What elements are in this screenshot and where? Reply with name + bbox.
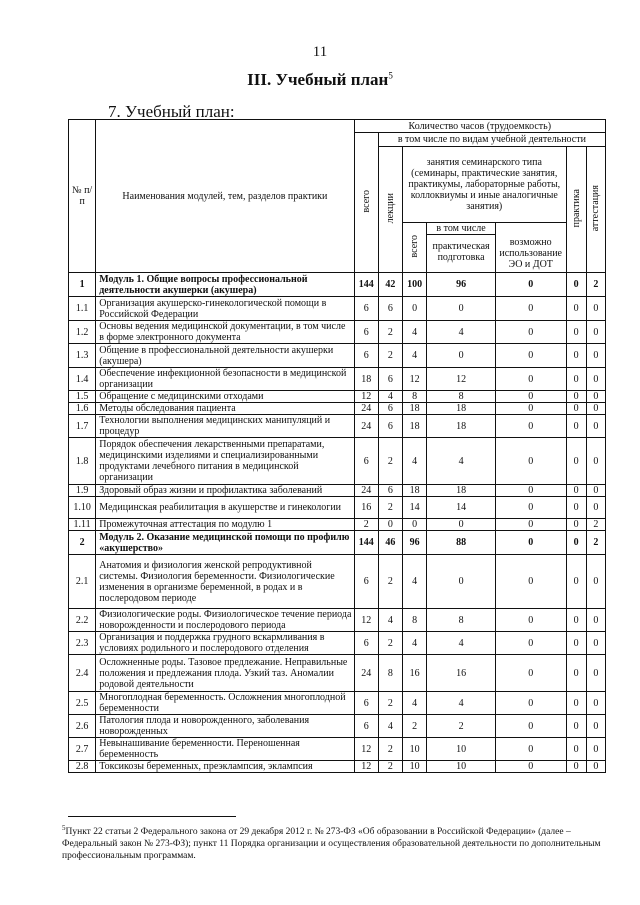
cell-sem-total: 14 (403, 497, 427, 519)
header-eo-dot: возможно использование ЭО и ДОТ (495, 223, 566, 273)
cell-num: 1.8 (69, 438, 96, 485)
cell-attestation: 0 (586, 391, 605, 403)
cell-practice: 0 (566, 297, 586, 321)
cell-total: 18 (354, 368, 378, 391)
table-row (69, 297, 606, 321)
cell-sem-total: 18 (403, 403, 427, 415)
cell-attestation: 0 (586, 738, 605, 761)
cell-sem-total: 10 (403, 761, 427, 773)
table-row (69, 632, 606, 655)
cell-practice: 0 (566, 391, 586, 403)
header-practice-text: практика (570, 188, 582, 228)
cell-eo-dot: 0 (495, 692, 566, 715)
cell-practice: 0 (566, 485, 586, 497)
header-attestation-text: аттестация (590, 184, 602, 232)
cell-attestation: 0 (586, 497, 605, 519)
cell-attestation: 0 (586, 761, 605, 773)
cell-total: 24 (354, 485, 378, 497)
cell-practice: 0 (566, 344, 586, 368)
cell-lectures: 6 (378, 403, 402, 415)
cell-name: Модуль 2. Оказание медицинской помощи по профилю «акушерство» (96, 531, 354, 555)
cell-sem-total: 0 (403, 297, 427, 321)
cell-practical: 96 (427, 273, 496, 297)
table-row (69, 655, 606, 692)
cell-eo-dot: 0 (495, 761, 566, 773)
cell-total: 24 (354, 655, 378, 692)
cell-eo-dot: 0 (495, 497, 566, 519)
table-row (69, 761, 606, 773)
cell-total: 144 (354, 273, 378, 297)
header-name: Наименования модулей, тем, разделов практики (96, 120, 354, 273)
cell-sem-total: 4 (403, 632, 427, 655)
cell-lectures: 2 (378, 692, 402, 715)
cell-total: 16 (354, 497, 378, 519)
cell-name: Невынашивание беременности. Переношенная беременность (96, 738, 354, 761)
cell-practical: 88 (427, 531, 496, 555)
cell-practical: 4 (427, 692, 496, 715)
cell-name: Обеспечение инфекционной безопасности в медицинской организации (96, 368, 354, 391)
header-num: № п/п (69, 120, 96, 273)
cell-total: 6 (354, 297, 378, 321)
cell-name: Медицинская реабилитация в акушерстве и гинекологии (96, 497, 354, 519)
cell-name: Технологии выполнения медицинских манипуляций и процедур (96, 415, 354, 438)
cell-lectures: 6 (378, 485, 402, 497)
cell-lectures: 6 (378, 297, 402, 321)
cell-eo-dot: 0 (495, 438, 566, 485)
table-row (69, 715, 606, 738)
cell-num: 1.6 (69, 403, 96, 415)
cell-total: 6 (354, 555, 378, 609)
cell-practice: 0 (566, 531, 586, 555)
cell-lectures: 2 (378, 632, 402, 655)
cell-eo-dot: 0 (495, 738, 566, 761)
cell-attestation: 0 (586, 403, 605, 415)
cell-lectures: 2 (378, 497, 402, 519)
cell-total: 6 (354, 344, 378, 368)
cell-sem-total: 4 (403, 438, 427, 485)
cell-sem-total: 4 (403, 344, 427, 368)
cell-eo-dot: 0 (495, 555, 566, 609)
cell-sem-total: 18 (403, 485, 427, 497)
cell-sem-total: 18 (403, 415, 427, 438)
cell-practice: 0 (566, 715, 586, 738)
module-row (69, 273, 606, 297)
table-row (69, 555, 606, 609)
header-hours-total: Количество часов (трудоемкость) (354, 120, 605, 133)
cell-eo-dot: 0 (495, 391, 566, 403)
cell-total: 12 (354, 761, 378, 773)
header-attestation (586, 147, 605, 273)
cell-lectures: 4 (378, 609, 402, 632)
cell-attestation: 2 (586, 273, 605, 297)
header-seminars: занятия семинарского типа (семинары, практические занятия, практикумы, лабораторные работы, коллоквиумы и иные аналогичные занятия) (403, 147, 566, 223)
cell-total: 12 (354, 738, 378, 761)
footnote-text: Пункт 22 статьи 2 Федерального закона от 29 декабря 2012 г. № 273-ФЗ «Об образовании в Российской Федерации» (далее – Федеральный закон № 273-ФЗ); пункт 11 Порядка организации и осуществления образовательной деятельности по дополнительным профессиональным программам. (62, 827, 601, 862)
curriculum-table (68, 119, 606, 773)
cell-total: 24 (354, 403, 378, 415)
cell-num: 1.10 (69, 497, 96, 519)
cell-eo-dot: 0 (495, 321, 566, 344)
cell-name: Методы обследования пациента (96, 403, 354, 415)
cell-num: 1.4 (69, 368, 96, 391)
cell-practice: 0 (566, 692, 586, 715)
cell-eo-dot: 0 (495, 485, 566, 497)
cell-attestation: 0 (586, 297, 605, 321)
cell-practice: 0 (566, 438, 586, 485)
cell-total: 6 (354, 438, 378, 485)
cell-total: 12 (354, 391, 378, 403)
cell-total: 12 (354, 609, 378, 632)
cell-practical: 16 (427, 655, 496, 692)
cell-num: 1.11 (69, 519, 96, 531)
header-lectures-text: лекции (384, 192, 396, 224)
cell-lectures: 2 (378, 438, 402, 485)
cell-sem-total: 0 (403, 519, 427, 531)
cell-attestation: 0 (586, 715, 605, 738)
cell-name: Многоплодная беременность. Осложнения многоплодной беременности (96, 692, 354, 715)
cell-eo-dot: 0 (495, 519, 566, 531)
cell-num: 2.4 (69, 655, 96, 692)
cell-lectures: 6 (378, 368, 402, 391)
cell-num: 1.9 (69, 485, 96, 497)
cell-eo-dot: 0 (495, 531, 566, 555)
header-including: в том числе (427, 223, 495, 235)
cell-practice: 0 (566, 497, 586, 519)
cell-total: 144 (354, 531, 378, 555)
cell-num: 1 (69, 273, 96, 297)
cell-practical: 10 (427, 738, 496, 761)
cell-practical: 8 (427, 391, 496, 403)
header-seminar-total (403, 223, 427, 273)
section-title (0, 70, 640, 90)
cell-eo-dot: 0 (495, 368, 566, 391)
cell-practical: 0 (427, 297, 496, 321)
cell-attestation: 0 (586, 344, 605, 368)
cell-num: 1.1 (69, 297, 96, 321)
table-row (69, 391, 606, 403)
cell-num: 2 (69, 531, 96, 555)
cell-lectures: 46 (378, 531, 402, 555)
cell-lectures: 0 (378, 519, 402, 531)
table-row (69, 344, 606, 368)
table-row (69, 609, 606, 632)
cell-num: 1.7 (69, 415, 96, 438)
cell-lectures: 4 (378, 391, 402, 403)
cell-lectures: 2 (378, 761, 402, 773)
footnote-divider (68, 816, 236, 817)
footnote-mark: 5 (388, 70, 393, 81)
cell-num: 1.3 (69, 344, 96, 368)
cell-sem-total: 8 (403, 609, 427, 632)
cell-lectures: 8 (378, 655, 402, 692)
cell-practice: 0 (566, 273, 586, 297)
cell-practical: 18 (427, 485, 496, 497)
cell-attestation: 0 (586, 609, 605, 632)
cell-name: Организация и поддержка грудного вскармливания в условиях родильного и послеродового отделения (96, 632, 354, 655)
header-seminar-total-text: всего (409, 234, 421, 258)
cell-attestation: 0 (586, 655, 605, 692)
table-header (69, 120, 606, 273)
cell-num: 2.3 (69, 632, 96, 655)
cell-name: Токсикозы беременных, преэклампсия, эклампсия (96, 761, 354, 773)
header-including-practical (427, 223, 496, 273)
cell-sem-total: 10 (403, 738, 427, 761)
cell-eo-dot: 0 (495, 655, 566, 692)
cell-num: 2.8 (69, 761, 96, 773)
cell-practice: 0 (566, 415, 586, 438)
cell-practice: 0 (566, 519, 586, 531)
cell-practice: 0 (566, 761, 586, 773)
cell-lectures: 4 (378, 715, 402, 738)
cell-total: 2 (354, 519, 378, 531)
cell-attestation: 2 (586, 531, 605, 555)
cell-sem-total: 2 (403, 715, 427, 738)
cell-sem-total: 8 (403, 391, 427, 403)
table-row (69, 692, 606, 715)
cell-eo-dot: 0 (495, 632, 566, 655)
cell-num: 2.5 (69, 692, 96, 715)
cell-sem-total: 100 (403, 273, 427, 297)
cell-sem-total: 96 (403, 531, 427, 555)
section-title-text: III. Учебный план (247, 70, 389, 89)
footnote-number: 5 (62, 824, 66, 832)
cell-practice: 0 (566, 368, 586, 391)
cell-practical: 18 (427, 403, 496, 415)
cell-name: Обращение с медицинскими отходами (96, 391, 354, 403)
cell-attestation: 0 (586, 555, 605, 609)
cell-sem-total: 4 (403, 692, 427, 715)
cell-name: Основы ведения медицинской документации, в том числе в форме электронного документа (96, 321, 354, 344)
cell-lectures: 2 (378, 321, 402, 344)
table-row (69, 403, 606, 415)
cell-name: Порядок обеспечения лекарственными препаратами, медицинскими изделиями и специализированными продуктами лечебного питания в медицинской организации (96, 438, 354, 485)
cell-eo-dot: 0 (495, 415, 566, 438)
table-row (69, 519, 606, 531)
cell-practical: 2 (427, 715, 496, 738)
cell-practical: 4 (427, 438, 496, 485)
cell-num: 2.1 (69, 555, 96, 609)
cell-practical: 12 (427, 368, 496, 391)
cell-attestation: 0 (586, 368, 605, 391)
cell-practice: 0 (566, 321, 586, 344)
cell-sem-total: 12 (403, 368, 427, 391)
cell-total: 6 (354, 715, 378, 738)
cell-practical: 0 (427, 519, 496, 531)
cell-practical: 8 (427, 609, 496, 632)
cell-name: Промежуточная аттестация по модулю 1 (96, 519, 354, 531)
table-row (69, 368, 606, 391)
cell-practical: 18 (427, 415, 496, 438)
footnote (62, 822, 607, 862)
cell-attestation: 0 (586, 438, 605, 485)
cell-attestation: 0 (586, 485, 605, 497)
cell-total: 6 (354, 321, 378, 344)
table-row (69, 438, 606, 485)
cell-name: Физиологические роды. Физиологическое течение периода новорожденности и послеродового периода (96, 609, 354, 632)
table-row (69, 738, 606, 761)
cell-name: Модуль 1. Общие вопросы профессиональной деятельности акушерки (акушера) (96, 273, 354, 297)
page-number: 11 (312, 44, 328, 60)
cell-practical: 0 (427, 344, 496, 368)
cell-name: Осложненные роды. Тазовое предлежание. Неправильные положения и предлежания плода. Узкий таз. Аномалии родовой деятельности (96, 655, 354, 692)
cell-name: Здоровый образ жизни и профилактика заболеваний (96, 485, 354, 497)
cell-total: 6 (354, 632, 378, 655)
cell-total: 6 (354, 692, 378, 715)
cell-eo-dot: 0 (495, 344, 566, 368)
cell-attestation: 2 (586, 519, 605, 531)
cell-practical: 4 (427, 321, 496, 344)
cell-practical: 14 (427, 497, 496, 519)
subtitle: 7. Учебный план: (108, 102, 235, 121)
cell-eo-dot: 0 (495, 273, 566, 297)
cell-name: Анатомия и физиология женской репродуктивной системы. Физиология беременности. Физиологические изменения в организме беременной, в родах и в послеродовом периоде (96, 555, 354, 609)
cell-num: 1.2 (69, 321, 96, 344)
cell-name: Общение в профессиональной деятельности акушерки (акушера) (96, 344, 354, 368)
cell-attestation: 0 (586, 415, 605, 438)
cell-eo-dot: 0 (495, 609, 566, 632)
cell-sem-total: 4 (403, 321, 427, 344)
header-practical-training: практическая подготовка (432, 241, 490, 263)
cell-num: 2.6 (69, 715, 96, 738)
header-lectures (378, 147, 402, 273)
table-row (69, 485, 606, 497)
cell-attestation: 0 (586, 632, 605, 655)
cell-sem-total: 16 (403, 655, 427, 692)
cell-num: 2.2 (69, 609, 96, 632)
cell-attestation: 0 (586, 692, 605, 715)
cell-sem-total: 4 (403, 555, 427, 609)
cell-num: 2.7 (69, 738, 96, 761)
cell-lectures: 2 (378, 555, 402, 609)
cell-lectures: 2 (378, 738, 402, 761)
table-body (69, 273, 606, 773)
cell-lectures: 42 (378, 273, 402, 297)
cell-num: 1.5 (69, 391, 96, 403)
cell-practical: 0 (427, 555, 496, 609)
cell-name: Организация акушерско-гинекологической помощи в Российской Федерации (96, 297, 354, 321)
cell-eo-dot: 0 (495, 715, 566, 738)
cell-eo-dot: 0 (495, 297, 566, 321)
cell-eo-dot: 0 (495, 403, 566, 415)
cell-practice: 0 (566, 738, 586, 761)
header-total (354, 133, 378, 273)
cell-practice: 0 (566, 609, 586, 632)
cell-practice: 0 (566, 632, 586, 655)
cell-attestation: 0 (586, 321, 605, 344)
header-total-text: всего (360, 189, 372, 213)
cell-lectures: 2 (378, 344, 402, 368)
cell-name: Патология плода и новорожденного, заболевания новорожденных (96, 715, 354, 738)
cell-practical: 10 (427, 761, 496, 773)
table-row (69, 497, 606, 519)
cell-practical: 4 (427, 632, 496, 655)
cell-lectures: 6 (378, 415, 402, 438)
module-row (69, 531, 606, 555)
cell-practice: 0 (566, 403, 586, 415)
cell-total: 24 (354, 415, 378, 438)
cell-practice: 0 (566, 555, 586, 609)
header-practice (566, 147, 586, 273)
table-row (69, 415, 606, 438)
header-by-activity: в том числе по видам учебной деятельности (378, 133, 605, 147)
table-row (69, 321, 606, 344)
cell-practice: 0 (566, 655, 586, 692)
